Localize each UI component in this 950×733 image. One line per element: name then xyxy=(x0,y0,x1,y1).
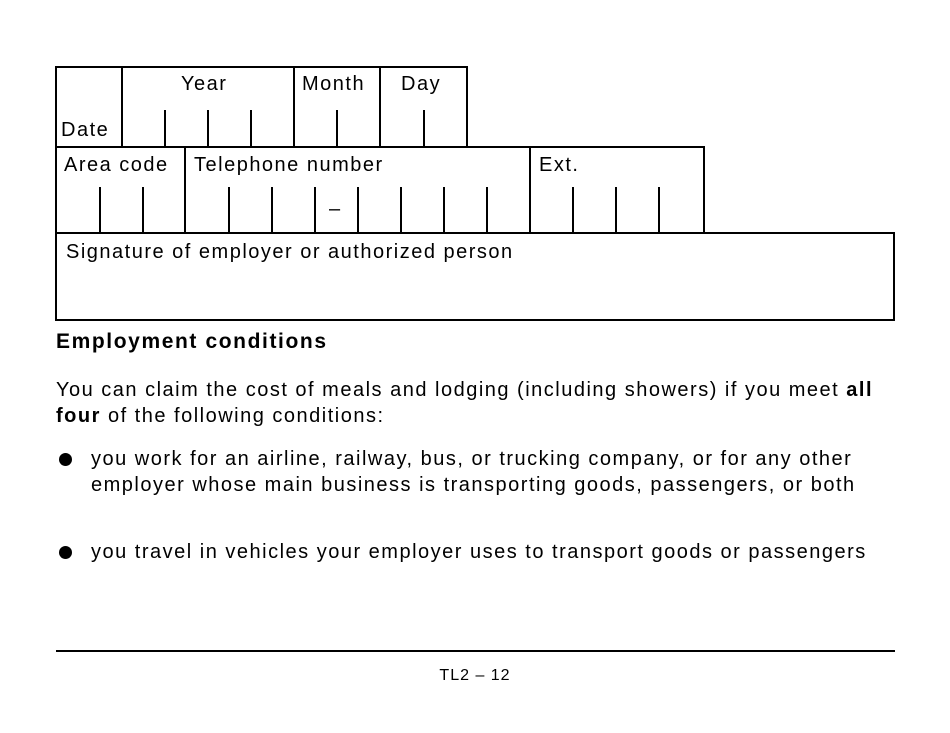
area-code-field[interactable] xyxy=(57,184,184,232)
intro-paragraph xyxy=(56,377,886,429)
month-label: Month xyxy=(302,73,366,95)
ext-label: Ext. xyxy=(539,154,580,176)
day-label: Day xyxy=(401,73,442,95)
ext-field[interactable] xyxy=(531,184,703,232)
intro-text-part1: You can claim the cost of meals and lodging (including showers) if you meet xyxy=(56,379,847,401)
bullet-text: you work for an airline, railway, bus, or trucking company, or for any other employer whose main business is transporting goods, passengers, or both xyxy=(91,448,856,496)
signature-label: Signature of employer or authorized person xyxy=(66,241,514,263)
year-label: Year xyxy=(181,73,228,95)
intro-text-bold: all four xyxy=(56,379,874,427)
telephone-separator: – xyxy=(329,198,342,220)
signature-field[interactable] xyxy=(57,268,893,318)
footer-divider xyxy=(56,650,895,652)
year-field[interactable] xyxy=(123,100,293,146)
bullet-dot-icon xyxy=(59,546,72,559)
section-heading: Employment conditions xyxy=(56,330,328,353)
date-label: Date xyxy=(61,119,110,141)
telephone-label: Telephone number xyxy=(194,154,384,176)
day-field[interactable] xyxy=(381,100,466,146)
telephone-field[interactable] xyxy=(186,184,529,232)
intro-text-part2: of the following conditions: xyxy=(100,405,385,427)
area-code-label: Area code xyxy=(64,154,169,176)
bullet-dot-icon xyxy=(59,453,72,466)
bullet-text: you travel in vehicles your employer uses to transport goods or passengers xyxy=(91,541,867,563)
month-field[interactable] xyxy=(295,100,379,146)
page-number: TL2 – 12 xyxy=(439,667,511,684)
